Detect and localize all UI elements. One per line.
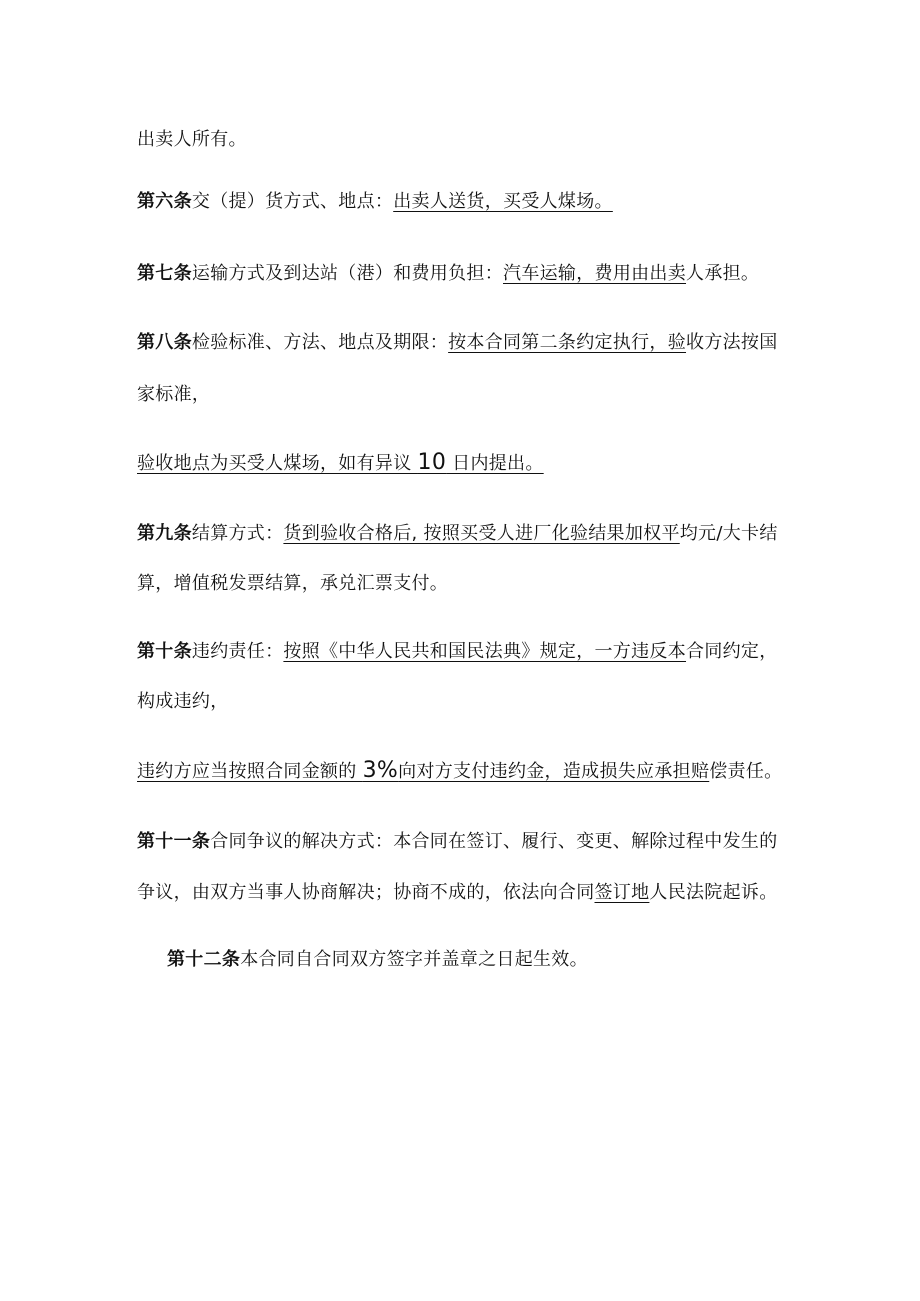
- underlined-text: 日内提出。: [446, 453, 544, 474]
- clause-label: 第十条: [137, 641, 192, 662]
- clause-label: 第六条: [137, 191, 192, 212]
- clause-9-line: [137, 522, 778, 546]
- underlined-text: 汽车运输，费用由出卖: [503, 263, 687, 284]
- underlined-text: 签订地: [594, 882, 650, 903]
- underlined-text: 3%: [362, 758, 399, 783]
- text-line: [137, 881, 778, 905]
- clause-label: 第十一条: [137, 831, 211, 852]
- text-segment: 人承担。: [686, 263, 760, 284]
- clause-6-line: [137, 190, 613, 214]
- text-segment: 合同争议的解决方式：本合同在签订、履行、变更、解除过程中发生的: [210, 831, 778, 852]
- text-segment: 结算方式：: [191, 523, 284, 544]
- underlined-text: 按本合同第二条约定执行，验: [448, 332, 687, 353]
- text-segment: 均元/大卡结: [679, 523, 778, 544]
- text-segment: 争议，由双方当事人协商解决；协商不成的，依法向合同: [137, 882, 595, 903]
- text-line: [137, 690, 229, 714]
- clause-12-line: [167, 948, 588, 972]
- clause-8-line: [137, 331, 778, 355]
- clause-label: 第七条: [137, 263, 192, 284]
- clause-label: 第十二条: [167, 949, 241, 970]
- underlined-text: 向对方支付违约金，造成损失应承担赔: [398, 761, 710, 782]
- clause-7-line: [137, 262, 759, 286]
- clause-10-line: [137, 640, 778, 664]
- text-segment: 出卖人所有。: [137, 129, 247, 150]
- text-segment: 违约责任：: [191, 641, 284, 662]
- clause-label: 第九条: [137, 523, 192, 544]
- text-segment: 算，增值税发票结算，承兑汇票支付。: [137, 573, 449, 594]
- underlined-text: 验收地点为买受人煤场，如有异议: [137, 453, 418, 474]
- clause-11-line: [137, 830, 778, 854]
- text-segment: 收方法按国: [686, 332, 778, 353]
- underlined-text: 出卖人送货，买受人煤场。: [393, 191, 613, 212]
- text-segment: 偿责任。: [709, 761, 783, 782]
- text-segment: 构成违约，: [137, 691, 229, 712]
- text-segment: 检验标准、方法、地点及期限：: [191, 332, 449, 353]
- text-line: [137, 383, 210, 407]
- text-segment: 运输方式及到达站（港）和费用负担：: [191, 263, 504, 284]
- text-segment: 人民法院起诉。: [649, 882, 778, 903]
- text-line: [137, 572, 448, 596]
- text-line: [137, 128, 247, 152]
- text-segment: 本合同自合同双方签字并盖章之日起生效。: [240, 949, 588, 970]
- underlined-text: 违约方应当按照合同金额的: [137, 761, 363, 782]
- text-segment: 交（提）货方式、地点：: [191, 191, 394, 212]
- underlined-text: 货到验收合格后, 按照买受人进厂化验结果加权平: [283, 523, 680, 544]
- text-line: [137, 451, 544, 476]
- text-segment: 合同约定，: [686, 641, 778, 662]
- underlined-text: 按照《中华人民共和国民法典》规定，一方违反本: [283, 641, 687, 662]
- clause-label: 第八条: [137, 332, 192, 353]
- text-segment: 家标准，: [137, 384, 211, 405]
- underlined-text: 10: [417, 450, 447, 475]
- text-line: [137, 759, 782, 784]
